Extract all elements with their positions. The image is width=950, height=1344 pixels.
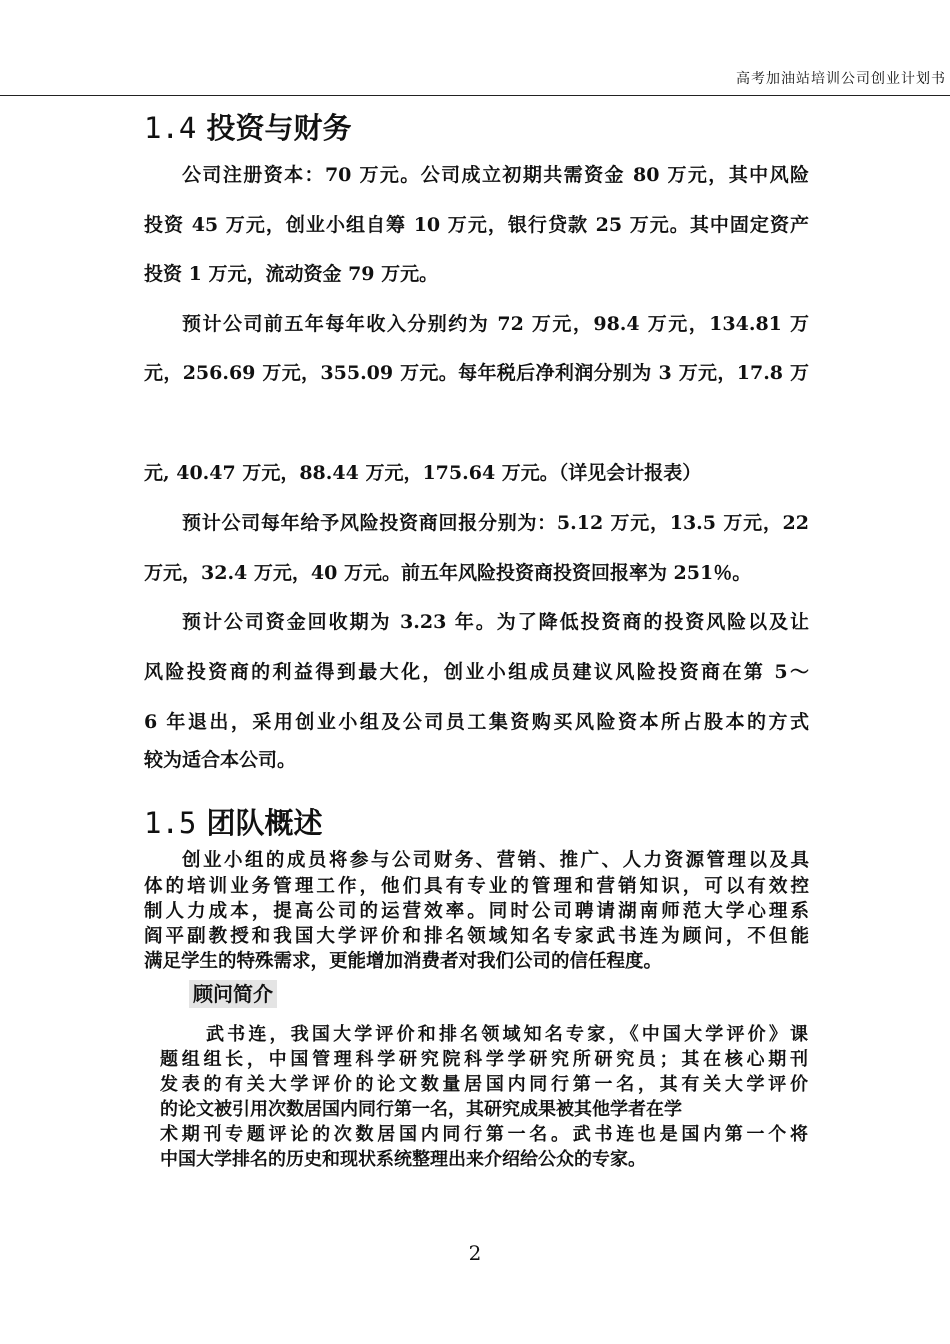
paragraph-line: 投资 45 万元，创业小组自筹 10 万元，银行贷款 25 万元。其中固定资产 [144, 214, 809, 236]
paragraph-line: 体的培训业务管理工作，他们具有专业的管理和营销知识，可以有效控 [144, 876, 809, 897]
paragraph-line: 投资 1 万元，流动资金 79 万元。 [144, 263, 439, 285]
page-number: 2 [468, 1241, 482, 1265]
paragraph-line: 制人力成本，提高公司的运营效率。同时公司聘请湖南师范大学心理系 [144, 901, 809, 922]
section-heading-1-5 [144, 801, 323, 842]
paragraph-line: 武书连，我国大学评价和排名领域知名专家，《中国大学评价》课 [206, 1024, 808, 1045]
paragraph-line: 预计公司资金回收期为 3.23 年。为了降低投资商的投资风险以及让 [182, 611, 809, 633]
paragraph-line: 风险投资商的利益得到最大化，创业小组成员建议风险投资商在第 5～ [144, 661, 809, 683]
paragraph-line: 预计公司每年给予风险投资商回报分别为：5.12 万元，13.5 万元，22 [182, 512, 809, 534]
paragraph-line: 满足学生的特殊需求，更能增加消费者对我们公司的信任程度。 [144, 951, 663, 972]
paragraph-line: 术期刊专题评论的次数居国内同行第一名。武书连也是国内第一个将 [160, 1124, 808, 1145]
header-rule [0, 95, 950, 96]
paragraph-line: 题组组长，中国管理科学研究院科学学研究所研究员；其在核心期刊 [160, 1049, 808, 1070]
paragraph-line: 元，256.69 万元，355.09 万元。每年税后净利润分别为 3 万元，17.8 万 [144, 362, 809, 384]
paragraph-line: 6 年退出，采用创业小组及公司员工集资购买风险资本所占股本的方式 [144, 711, 809, 733]
paragraph-line: 发表的有关大学评价的论文数量居国内同行第一名，其有关大学评价 [160, 1074, 808, 1095]
paragraph-line: 中国大学排名的历史和现状系统整理出来介绍给公众的专家。 [160, 1149, 646, 1170]
paragraph-line: 元, 40.47 万元，88.44 万元，175.64 万元。（详见会计报表） [144, 462, 702, 484]
paragraph-line: 预计公司前五年每年收入分别约为 72 万元，98.4 万元，134.81 万 [182, 313, 809, 335]
paragraph-line: 阎平副教授和我国大学评价和排名领域知名专家武书连为顾问，不但能 [144, 926, 809, 947]
paragraph-line: 较为适合本公司。 [144, 749, 297, 771]
section-title: 团队概述 [206, 806, 323, 840]
paragraph-line: 万元，32.4 万元，40 万元。前五年风险投资商投资回报率为 251％。 [144, 562, 752, 584]
section-number: 1.4 [144, 111, 197, 145]
header-title: 高考加油站培训公司创业计划书 [736, 71, 946, 87]
advisor-title: 顾问简介 [189, 980, 277, 1008]
paragraph-line: 公司注册资本：70 万元。公司成立初期共需资金 80 万元，其中风险 [182, 164, 809, 186]
paragraph-line: 创业小组的成员将参与公司财务、营销、推广、人力资源管理以及具 [182, 850, 809, 871]
paragraph-line: 的论文被引用次数居国内同行第一名，其研究成果被其他学者在学 [160, 1099, 682, 1120]
section-number: 1.5 [144, 806, 197, 840]
section-title: 投资与财务 [206, 111, 352, 145]
section-heading-1-4 [144, 106, 352, 147]
